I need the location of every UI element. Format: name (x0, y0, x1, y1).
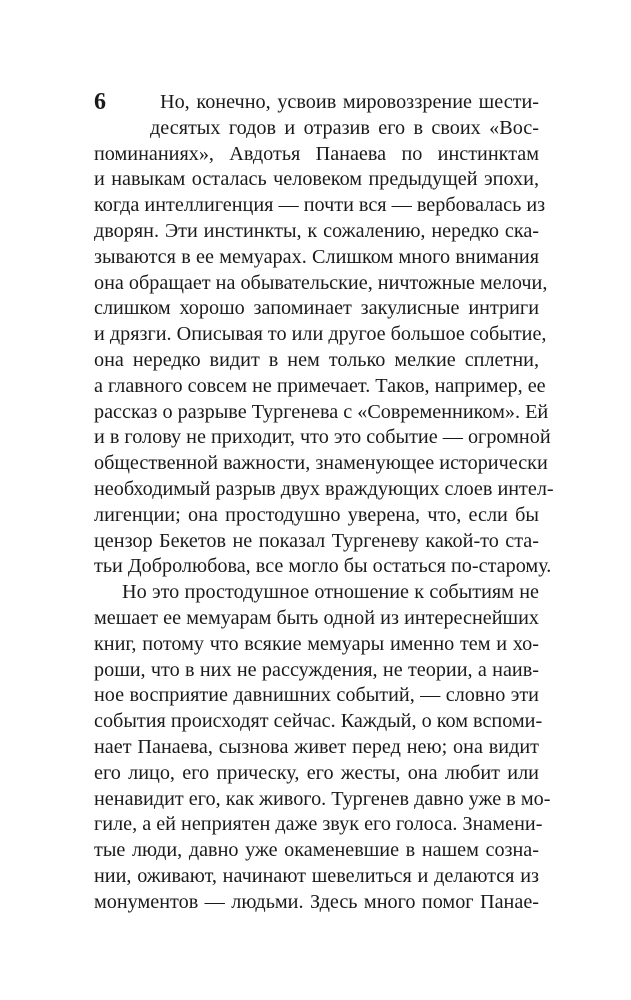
text-line: общественной важности, знаменующее исторически (94, 452, 548, 475)
text-line: когда интеллигенция — почти вся — вербовалась из (94, 194, 546, 217)
text-line: а главного совсем не примечает. Таков, например, ее (94, 374, 546, 397)
text-line: нии, оживают, начинают шевелиться и делаются из (94, 864, 539, 887)
text-line: и навыкам осталась человеком предыдущей эпохи, (94, 168, 539, 191)
text-line: его лицо, его прическу, его жесты, она любит или (94, 761, 539, 784)
page-number: 6 (94, 89, 106, 115)
text-line: слишком хорошо запоминает закулисные интриги (94, 297, 539, 320)
text-line: книг, потому что всякие мемуары именно тем и хо- (94, 632, 539, 655)
text-line: тые люди, давно уже окаменевшие в нашем сознa- (94, 839, 539, 862)
body-text (94, 90, 554, 916)
text-line: ненавидит его, как живого. Тургенев давно уже в мо- (94, 787, 551, 810)
text-line: нает Панаева, сызнова живет перед нею; она видит (94, 735, 539, 758)
text-line: Но, конечно, усвоив мировоззрение шести- (160, 91, 539, 113)
text-line: поминаниях», Авдотья Панаева по инстинктам (94, 142, 539, 165)
text-line: зываются в ее мемуарах. Слишком много внимания (94, 245, 539, 268)
text-line: роши, что в них не рассуждения, не теории, а наив- (94, 658, 539, 681)
text-line: рассказ о разрыве Тургенева с «Современником». Ей (94, 400, 549, 423)
text-line: гиле, а ей неприятен даже звук его голоса. Знамени- (94, 813, 543, 836)
text-line: десятых годов и отразив его в своих «Вос- (150, 116, 539, 139)
text-line: ное восприятие давнишних событий, — словно эти (94, 684, 539, 707)
text-line: события происходят сейчас. Каждый, о ком вспоми- (94, 710, 543, 733)
text-line: дворян. Эти инстинкты, к сожалению, нередко ска- (94, 219, 539, 242)
text-line: необходимый разрыв двух враждующих слоев интел- (94, 477, 554, 500)
text-line: она нередко видит в нем только мелкие сплетни, (94, 348, 539, 371)
text-line: и в голову не приходит, что это событие — огромной (94, 426, 551, 449)
text-line: она обращает на обывательские, ничтожные мелочи, (94, 271, 548, 294)
text-line: лигенции; она простодушно уверена, что, если бы (94, 503, 539, 526)
text-line: Но это простодушное отношение к событиям не (122, 581, 539, 604)
text-line: и дрязги. Описывая то или другое большое событие, (94, 323, 547, 346)
text-line: мешает ее мемуарам быть одной из интереснейших (94, 606, 539, 629)
text-line: монументов — людьми. Здесь много помог Панае- (94, 890, 539, 913)
text-line: цензор Бекетов не показал Тургеневу какой-то ста- (94, 529, 539, 552)
text-line: тьи Добролюбова, все могло бы остаться по-старому. (94, 555, 552, 578)
